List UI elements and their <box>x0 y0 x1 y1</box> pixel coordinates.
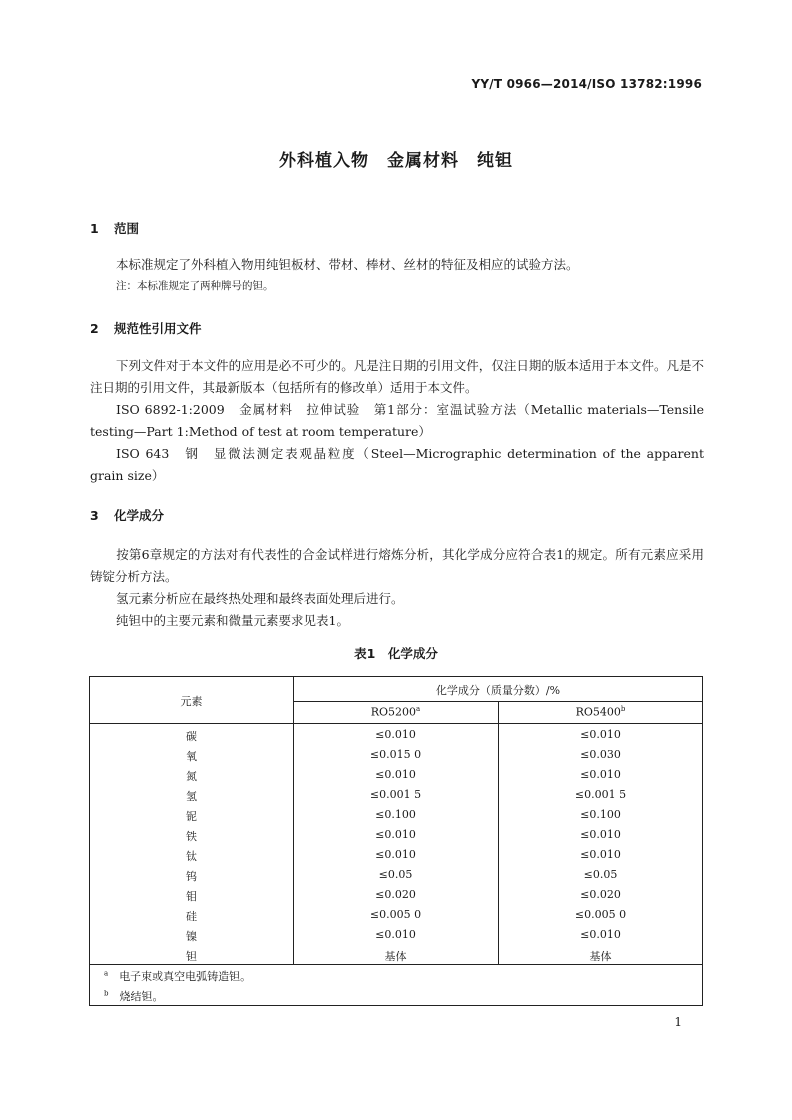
table-row-element: 铌 <box>186 810 197 823</box>
table-row-element: 铁 <box>186 830 197 843</box>
section-2-heading <box>90 319 202 337</box>
reference-iso-643-text: ISO 643 钢 显微法测定表观晶粒度（Steel—Micrographic determination of the apparent grain size） <box>90 446 704 483</box>
section-2-text: 下列文件对于本文件的应用是必不可少的。凡是注日期的引用文件，仅注日期的版本适用于本文件。凡是不注日期的引用文件，其最新版本（包括所有的修改单）适用于本文件。 <box>90 358 704 395</box>
section-3-paragraph-2 <box>90 588 704 610</box>
footnote-b <box>104 988 163 1004</box>
section-1-note: 注：本标准规定了两种牌号的钽。 <box>116 280 274 292</box>
header-ro5400 <box>498 705 703 719</box>
header-element: 元素 <box>180 695 203 708</box>
table-title: 表1 化学成分 <box>354 646 438 661</box>
table-row-ro5200-value: ≤0.020 <box>375 888 416 901</box>
table-row-element: 氮 <box>186 770 197 783</box>
table-row-ro5400-value: 基体 <box>589 950 612 963</box>
header-ro5200 <box>293 705 498 719</box>
document-title: 外科植入物 金属材料 纯钽 <box>279 151 513 171</box>
section-1-number: 1 <box>90 221 99 236</box>
section-3-number: 3 <box>90 508 99 523</box>
table-row-ro5400-value: ≤0.010 <box>580 728 621 741</box>
header-ro5200-footnote-mark: a <box>416 705 421 713</box>
table-row-ro5200-value: ≤0.015 0 <box>369 748 422 761</box>
footnote-a <box>104 968 251 984</box>
table-row-ro5400-value: ≤0.001 5 <box>574 788 627 801</box>
section-2-number: 2 <box>90 321 99 336</box>
table-row-ro5200-value: ≤0.001 5 <box>369 788 422 801</box>
reference-iso-6892-text: ISO 6892-1:2009 金属材料 拉伸试验 第1部分：室温试验方法（Metallic materials—Tensile testing—Part 1:Method of test at room temperature） <box>90 402 704 439</box>
chemical-composition-table <box>89 676 703 1006</box>
table-row-ro5200-value: ≤0.05 <box>378 868 413 881</box>
table-row-ro5400-value: ≤0.010 <box>580 828 621 841</box>
table-row-ro5200-value: ≤0.010 <box>375 828 416 841</box>
header-ro5400-label: RO5400 <box>575 705 621 719</box>
footnote-a-mark: a <box>104 969 109 978</box>
table-row-ro5400-value: ≤0.010 <box>580 928 621 941</box>
table-row-element: 硅 <box>186 910 197 923</box>
table-row-ro5400-value: ≤0.100 <box>580 808 621 821</box>
table-row-element: 镍 <box>186 930 197 943</box>
table-row-element: 碳 <box>186 730 197 743</box>
table-row-element: 钼 <box>186 890 197 903</box>
table-row-element: 钽 <box>186 950 197 963</box>
header-ro5200-label: RO5200 <box>370 705 417 719</box>
footnote-b-mark: b <box>104 989 109 998</box>
table-row-ro5200-value: ≤0.005 0 <box>369 908 422 921</box>
table-row-element: 氢 <box>186 790 197 803</box>
reference-iso-6892 <box>90 399 704 443</box>
section-1-title: 范围 <box>114 221 140 236</box>
section-1-heading <box>90 219 139 237</box>
table-row-ro5200-value: ≤0.010 <box>375 728 416 741</box>
table-row-element: 氧 <box>186 750 197 763</box>
table-row-ro5200-value: ≤0.010 <box>375 928 416 941</box>
table-row-element: 钨 <box>186 870 197 883</box>
reference-iso-643 <box>90 443 704 487</box>
table-row-ro5200-value: ≤0.010 <box>375 768 416 781</box>
footnote-b-text: 烧结钽。 <box>119 990 164 1003</box>
section-3-text-1: 按第6章规定的方法对有代表性的合金试样进行熔炼分析，其化学成分应符合表1的规定。所有元素应采用铸锭分析方法。 <box>90 547 704 584</box>
table-row-ro5200-value: 基体 <box>384 950 407 963</box>
table-row-ro5400-value: ≤0.010 <box>580 768 621 781</box>
table-row-element: 钛 <box>186 850 197 863</box>
section-1-paragraph <box>90 254 704 276</box>
section-3-paragraph-3 <box>90 610 704 632</box>
table-row-ro5400-value: ≤0.05 <box>583 868 618 881</box>
section-3-paragraph-1 <box>90 544 704 588</box>
section-1-text: 本标准规定了外科植入物用纯钽板材、带材、棒材、丝材的特征及相应的试验方法。 <box>116 257 579 272</box>
header-composition: 化学成分（质量分数）/% <box>435 684 561 697</box>
section-3-title: 化学成分 <box>114 508 165 523</box>
section-2-paragraph <box>90 355 704 399</box>
table-row-ro5200-value: ≤0.100 <box>375 808 416 821</box>
table-row-ro5200-value: ≤0.010 <box>375 848 416 861</box>
section-3-text-2: 氢元素分析应在最终热处理和最终表面处理后进行。 <box>116 591 404 606</box>
standard-code: YY/T 0966—2014/ISO 13782:1996 <box>471 77 702 91</box>
section-2-title: 规范性引用文件 <box>114 321 202 336</box>
table-row-ro5400-value: ≤0.020 <box>580 888 621 901</box>
header-ro5400-footnote-mark: b <box>620 705 626 713</box>
page-number: 1 <box>674 1015 682 1029</box>
footnote-a-text: 电子束或真空电弧铸造钽。 <box>119 970 252 983</box>
section-3-heading <box>90 506 164 524</box>
section-3-text-3: 纯钽中的主要元素和微量元素要求见表1。 <box>116 613 349 628</box>
table-row-ro5400-value: ≤0.030 <box>580 748 621 761</box>
table-row-ro5400-value: ≤0.005 0 <box>574 908 627 921</box>
table-row-ro5400-value: ≤0.010 <box>580 848 621 861</box>
